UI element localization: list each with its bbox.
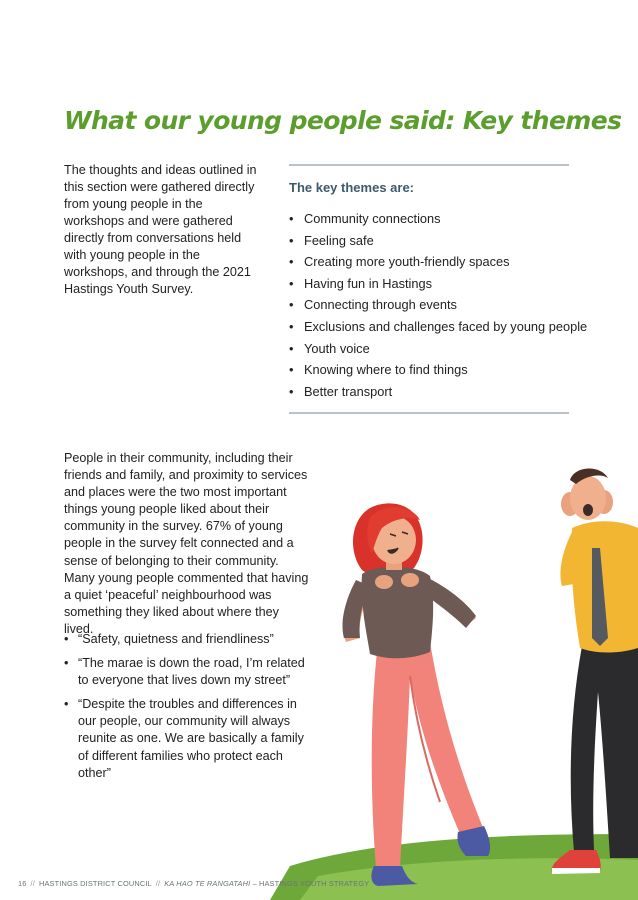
theme-item <box>289 251 587 273</box>
theme-item <box>289 316 587 338</box>
page-number: 16 <box>18 879 27 888</box>
bullet-icon: • <box>64 632 69 646</box>
theme-item-label: Connecting through events <box>304 297 457 313</box>
footer-separator: // <box>30 879 35 888</box>
theme-item-label: Better transport <box>304 383 393 399</box>
theme-item <box>289 381 587 403</box>
theme-item-label: Youth voice <box>304 340 370 356</box>
bullet-icon: • <box>289 318 294 334</box>
quote-text: “Safety, quietness and friendliness” <box>78 632 274 646</box>
bullet-icon: • <box>289 275 294 291</box>
bullet-icon: • <box>289 340 294 356</box>
bullet-icon: • <box>289 297 294 313</box>
bullet-icon: • <box>289 362 294 378</box>
themes-heading: The key themes are: <box>289 180 415 195</box>
bullet-icon: • <box>289 211 294 226</box>
theme-item <box>289 273 587 295</box>
bullet-icon: • <box>64 697 69 712</box>
bullet-icon: • <box>289 254 294 270</box>
footer-separator: // <box>155 879 161 888</box>
theme-item-label: Exclusions and challenges faced by young people <box>304 318 588 334</box>
theme-item <box>289 338 587 360</box>
footer-organisation: HASTINGS DISTRICT COUNCIL <box>38 879 152 888</box>
boy-figure <box>552 468 638 874</box>
theme-item-label: Having fun in Hastings <box>304 275 433 291</box>
page-title: What our young people said: Key themes <box>64 106 622 135</box>
theme-item <box>289 294 587 316</box>
themes-top-divider <box>289 164 569 166</box>
page-footer <box>18 879 369 888</box>
girl-figure <box>343 503 491 886</box>
themes-list <box>289 208 587 402</box>
footer-document-subtitle: – HASTINGS YOUTH STRATEGY <box>250 879 370 888</box>
footer-document-title: KA HAO TE RANGATAHI <box>164 879 251 888</box>
intro-paragraph: The thoughts and ideas outlined in this section were gathered directly from young people in the workshops and were gathered directly from conversations held with young people in the workshops, and through the 2021 Hastings Youth Survey. <box>64 163 257 296</box>
theme-item-label: Community connections <box>304 211 441 226</box>
theme-item-label: Knowing where to find things <box>304 362 468 378</box>
community-paragraph: People in their community, including their friends and family, and proximity to services and places were the two most important things young people liked about their community in the survey. 67% of young people in the survey felt connected and a sense of belonging to their community. Many young people commented that having a quiet ‘peaceful’ neighbourhood was something they liked about where they lived. <box>64 451 309 636</box>
bullet-icon: • <box>289 232 294 248</box>
theme-item-label: Creating more youth-friendly spaces <box>304 254 510 270</box>
theme-item <box>289 230 587 252</box>
quote-text: “The marae is down the road, I’m related to everyone that lives down my street” <box>78 656 305 688</box>
themes-bottom-divider <box>289 412 569 414</box>
bullet-icon: • <box>289 383 294 399</box>
bullet-icon: • <box>64 656 69 671</box>
theme-item <box>289 208 587 230</box>
young-people-illustration <box>270 462 638 900</box>
theme-item <box>289 359 587 381</box>
theme-item-label: Feeling safe <box>304 232 374 248</box>
quote-text: “Despite the troubles and differences in our people, our community will always reunite as one. We are basically a family of different families who protect each other” <box>78 697 304 780</box>
